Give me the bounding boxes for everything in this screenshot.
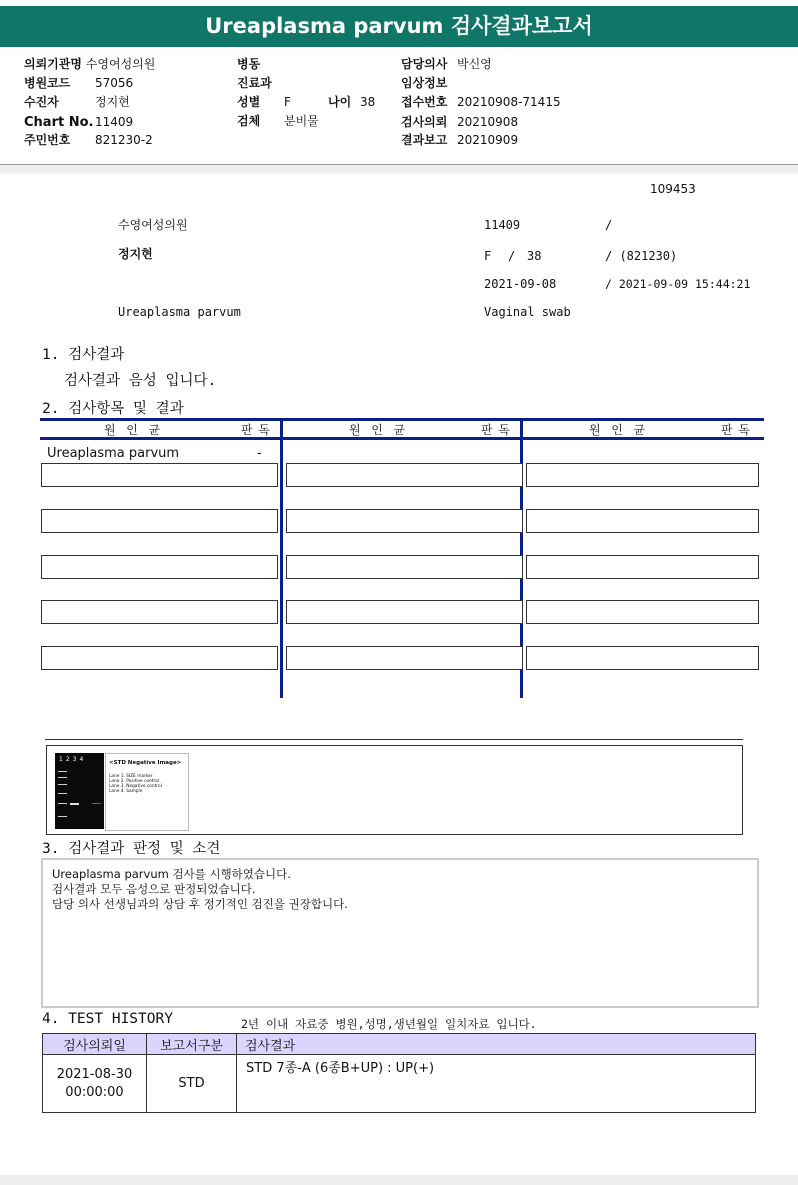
gel-band	[58, 803, 67, 804]
gel-band	[58, 777, 67, 778]
chart-value: 11409	[95, 115, 134, 129]
col3-result-header: 판 독	[721, 423, 751, 437]
result-box	[526, 646, 759, 670]
opinion-box	[41, 858, 759, 1008]
col3-pathogen-header: 원 인 균	[589, 423, 647, 437]
info-age: 38	[527, 249, 542, 263]
info-slash: /	[605, 218, 613, 232]
history-date: 2021-08-30	[56, 1066, 133, 1082]
doctor-label: 담당의사	[401, 57, 448, 71]
history-table	[42, 1033, 756, 1113]
specimen-label: 검체	[237, 114, 261, 128]
history-time: 00:00:00	[65, 1084, 124, 1100]
hospital-code-label: 병원코드	[24, 76, 71, 90]
report-title: Ureaplasma parvum 검사결과보고서	[0, 6, 798, 47]
institution-value: 수영여성의원	[85, 57, 156, 71]
doctor-value: 박신영	[457, 57, 492, 71]
info-sex: F	[484, 249, 492, 263]
section2-heading: 2. 검사항목 및 결과	[42, 401, 184, 417]
col1-pathogen-header: 원 인 균	[104, 423, 162, 437]
gel-band	[58, 793, 67, 794]
age-label: 나이	[328, 95, 352, 109]
gel-legend	[105, 753, 189, 831]
result-box	[526, 600, 759, 624]
institution-label: 의뢰기관명	[24, 57, 82, 71]
history-col-result: 검사결과	[237, 1034, 756, 1055]
report-label: 결과보고	[401, 133, 448, 147]
gel-legend-list	[109, 774, 162, 794]
history-note: 2년 이내 자료중 병원,성명,생년월일 일치자료 입니다.	[241, 1017, 537, 1031]
gel-caption-title: <STD Negative Image>	[109, 760, 182, 766]
header-gap	[0, 165, 798, 173]
report-value: 20210909	[457, 133, 519, 147]
report-number: 109453	[650, 182, 696, 196]
request-value: 20210908	[457, 115, 519, 129]
history-result: STD 7종-A (6종B+UP) : UP(+)	[237, 1055, 756, 1113]
section1-heading: 1. 검사결과	[42, 347, 125, 363]
opinion-text	[52, 867, 348, 912]
sex-value: F	[284, 95, 291, 109]
history-date-cell	[43, 1055, 147, 1113]
dept-label: 진료과	[237, 76, 272, 90]
history-header-row	[43, 1034, 756, 1055]
info-request-date: 2021-09-08	[484, 277, 557, 291]
history-col-type: 보고서구분	[147, 1034, 237, 1055]
info-specimen: Vaginal swab	[484, 305, 571, 319]
gel-legend-item: Lane 4. Sample	[109, 789, 143, 794]
pathogen-result: -	[257, 446, 262, 461]
result-box	[286, 600, 523, 624]
result-box	[41, 463, 278, 487]
col1-result-header: 판 독	[241, 423, 271, 437]
info-chart-no: 11409	[484, 218, 521, 232]
gel-legend-item: Lane 2. Positive control	[109, 779, 160, 784]
section3-heading: 3. 검사결과 판정 및 소견	[42, 841, 221, 857]
gel-legend-item: Lane 3. Negative control	[109, 784, 162, 789]
request-label: 검사의뢰	[401, 115, 448, 129]
info-test-name: Ureaplasma parvum	[118, 305, 241, 319]
result-box	[41, 555, 278, 579]
result-box	[526, 555, 759, 579]
resident-value: 821230-2	[95, 133, 153, 147]
table-row	[43, 1055, 756, 1113]
image-top-rule	[45, 739, 743, 740]
info-report-datetime: / 2021-09-09 15:44:21	[605, 277, 751, 291]
info-clinic: 수영여성의원	[118, 218, 188, 232]
sex-label: 성별	[237, 95, 261, 109]
history-col-date: 검사의뢰일	[43, 1034, 147, 1055]
pathogen-name: Ureaplasma parvum	[47, 446, 180, 461]
patient-label: 수진자	[24, 95, 59, 109]
result-box	[41, 646, 278, 670]
gel-band	[58, 771, 67, 772]
hospital-code-row	[24, 74, 70, 93]
info-birth: / (821230)	[605, 249, 678, 263]
chart-label: Chart No.	[24, 115, 94, 130]
age-value: 38	[360, 95, 376, 109]
info-patient-name: 정지현	[118, 247, 153, 261]
history-type: STD	[147, 1055, 237, 1113]
opinion-line: 검사결과 모두 음성으로 판정되었습니다.	[52, 882, 256, 896]
patient-value: 정지현	[95, 95, 130, 109]
receipt-label: 접수번호	[401, 95, 448, 109]
result-box	[41, 509, 278, 533]
result-box	[286, 463, 523, 487]
gel-band-positive	[70, 803, 79, 805]
receipt-value: 20210908-71415	[457, 95, 561, 109]
result-box	[526, 463, 759, 487]
resident-label: 주민번호	[24, 133, 71, 147]
gel-lane-numbers: 1234	[59, 756, 87, 763]
section4-heading: 4. TEST HISTORY	[42, 1011, 173, 1027]
info-sex-slash: /	[508, 249, 516, 263]
gel-image	[55, 753, 104, 829]
col2-result-header: 판 독	[481, 423, 511, 437]
opinion-line: Ureaplasma parvum 검사를 시행하였습니다.	[52, 867, 291, 881]
institution-row	[24, 55, 155, 74]
col2-pathogen-header: 원 인 균	[349, 423, 407, 437]
clinical-label: 임상정보	[401, 76, 448, 90]
gel-band	[58, 784, 67, 785]
result-box	[41, 600, 278, 624]
ward-label: 병동	[237, 57, 261, 71]
result-box	[286, 509, 523, 533]
bottom-strip	[0, 1175, 798, 1185]
result-box	[286, 646, 523, 670]
opinion-line: 담당 의사 선생님과의 상담 후 정기적인 검진을 권장합니다.	[52, 897, 348, 911]
gel-legend-item: Lane 1. SIZE marker	[109, 774, 153, 779]
grid-divider-1	[280, 418, 283, 698]
result-box	[526, 509, 759, 533]
gel-band-sample	[92, 803, 101, 804]
result-box	[286, 555, 523, 579]
gel-band	[58, 816, 67, 817]
specimen-value: 분비물	[284, 114, 319, 128]
gel-image-panel	[46, 745, 743, 835]
hospital-code-value: 57056	[95, 76, 134, 90]
section1-result: 검사결과 음성 입니다.	[64, 373, 217, 389]
